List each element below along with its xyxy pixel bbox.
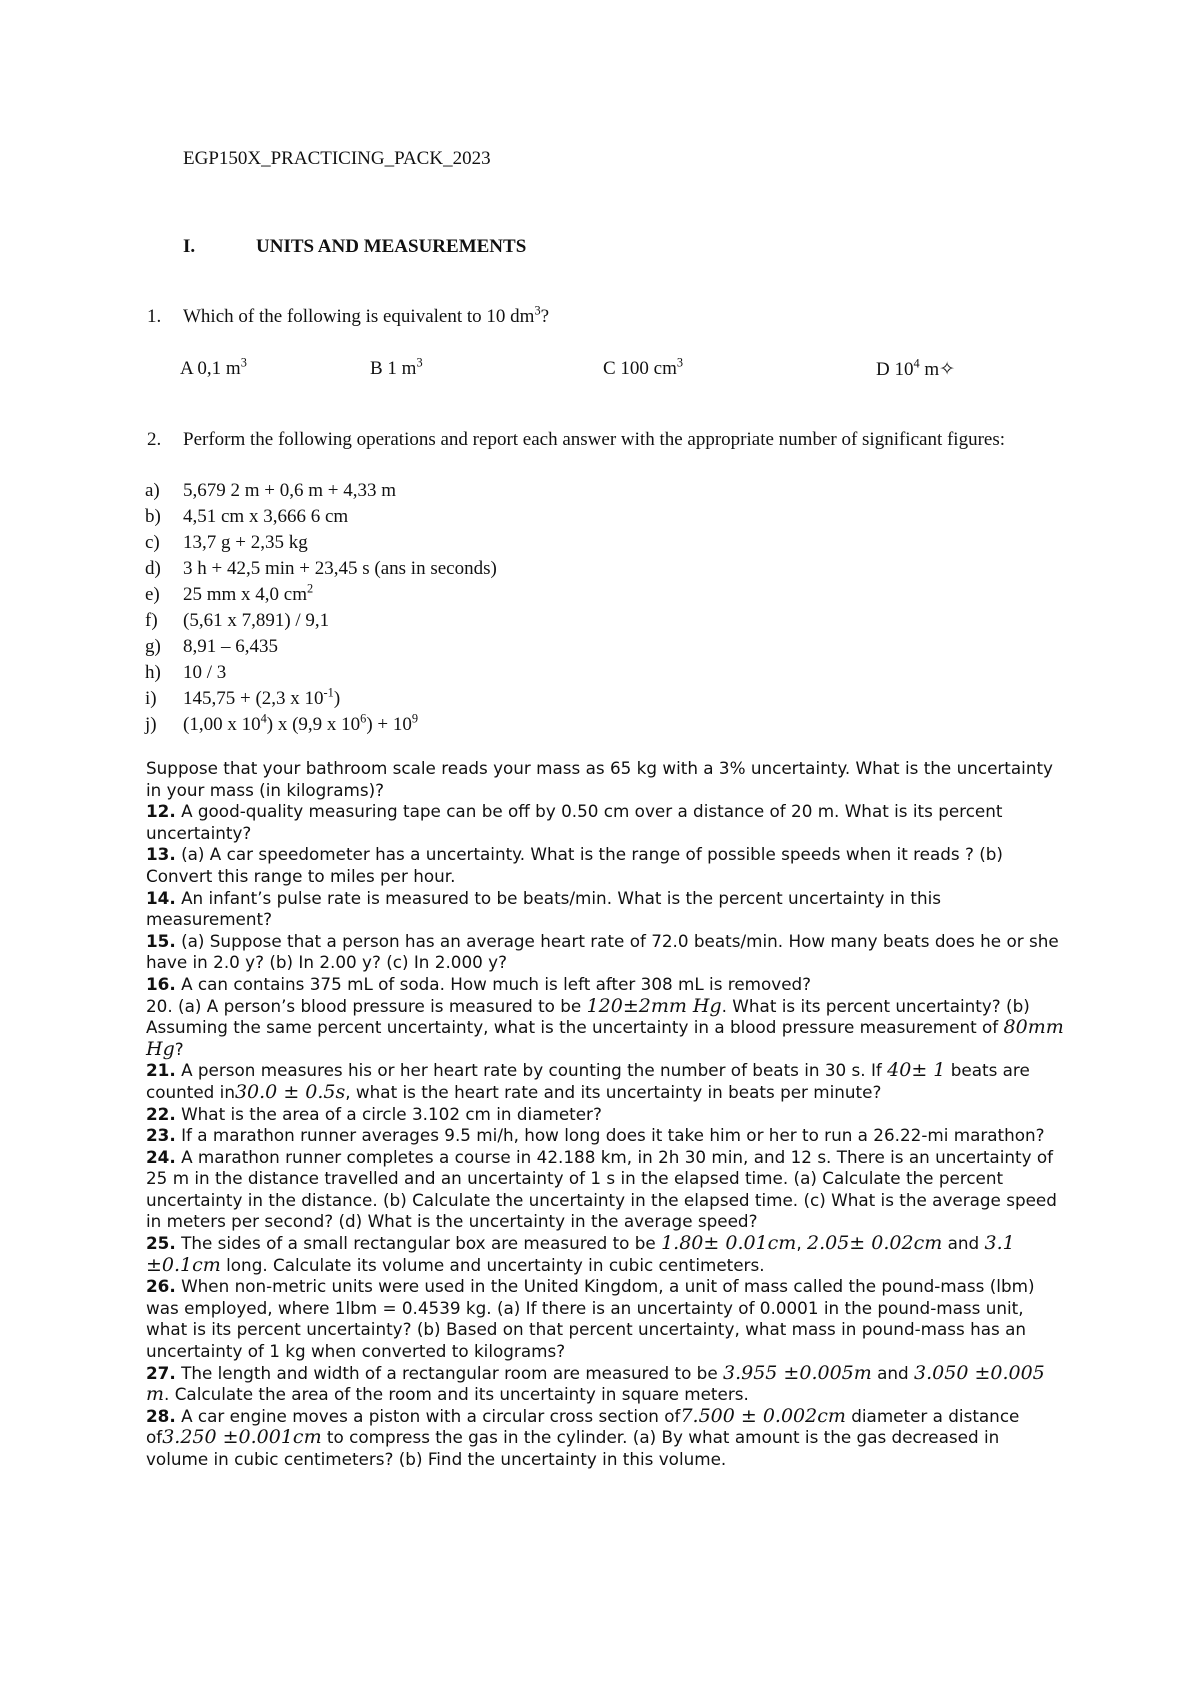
- subpart-row: [145, 556, 497, 582]
- question-number: 2.: [147, 429, 162, 450]
- problem-text: An infant’s pulse rate is measured to be beats/min. What is the percent uncertainty in this measurement?: [146, 887, 941, 930]
- option-d-sup: 4: [913, 356, 920, 371]
- section-title: UNITS AND MEASUREMENTS: [256, 236, 527, 257]
- subpart-text: ) + 10: [366, 714, 412, 735]
- option-d-tail: m✧: [919, 359, 956, 380]
- problem-text: A marathon runner completes a course in 42.188 km, in 2h 30 min, and 12 s. There is an uncertainty of 25 m in the distance travelled and an uncertainty of 1 s in the elapsed time. (a) Calculate the percent uncertainty in the distance. (b) Calculate the uncertainty in the elapsed time. (c) What is the average speed in meters per second? (d) What is the uncertainty in the average speed?: [146, 1146, 1057, 1232]
- subpart-text: 3 h + 42,5 min + 23,45 s (ans in seconds): [183, 558, 497, 579]
- problem-text: . Calculate the area of the room and its uncertainty in square meters.: [164, 1384, 749, 1405]
- problem-text: If a marathon runner averages 9.5 mi/h, how long does it take him or her to run a 26.22-mi marathon?: [175, 1125, 1045, 1146]
- problem-text: A good-quality measuring tape can be off by 0.50 cm over a distance of 20 m. What is its percent uncertainty?: [146, 801, 1003, 843]
- problem-math: 3.955 ±0.005m: [723, 1361, 872, 1384]
- subpart-row: [145, 478, 497, 504]
- problem-number: 15.: [146, 930, 176, 951]
- problem-item: [146, 844, 1066, 887]
- question-2-subparts: [145, 478, 497, 738]
- problem-math: 1.80± 0.01cm: [661, 1232, 797, 1255]
- subpart-text: 10 / 3: [183, 662, 227, 683]
- question-number: 1.: [147, 306, 162, 327]
- problem-text: When non-metric units were used in the United Kingdom, a unit of mass called the pound-mass (lbm) was employed, where 1lbm = 0.4539 kg. (a) If there is an uncertainty of 0.0001 in the pound-mass unit, what is its percent uncertainty? (b) Based on that percent uncertainty, what mass in pound-mass has an uncertainty of 1 kg when converted to kilograms?: [146, 1276, 1035, 1362]
- problem-item: [146, 931, 1066, 974]
- subpart-label: e): [145, 584, 160, 605]
- subpart-exponent: 2: [307, 581, 314, 596]
- question-text: Perform the following operations and report each answer with the appropriate number of significant figures:: [183, 429, 1006, 450]
- problem-number: 25.: [146, 1233, 176, 1254]
- problem-text: . What is its percent uncertainty? (b) Assuming the same percent uncertainty, what is the uncertainty in a blood pressure measurement of: [146, 995, 1030, 1038]
- problem-item: [146, 1060, 1066, 1103]
- subpart-text: 13,7 g + 2,35 kg: [183, 532, 308, 553]
- option-a: [180, 355, 247, 380]
- problem-item: [146, 801, 1066, 844]
- problem-number: 20.: [146, 995, 173, 1016]
- problem-number: 12.: [146, 801, 176, 822]
- problem-number: 16.: [146, 973, 176, 994]
- option-b-text: B 1 m: [370, 358, 417, 379]
- problem-number: 28.: [146, 1405, 176, 1426]
- section-heading: [183, 236, 526, 258]
- problem-text: (a) A person’s blood pressure is measured to be: [172, 995, 587, 1016]
- problem-math: 80mm Hg: [146, 1016, 1064, 1060]
- subpart-label: c): [145, 532, 160, 553]
- problem-text: to compress the gas in the cylinder. (a) By what amount is the gas decreased in volume in cubic centimeters? (b) Find the uncertainty in this volume.: [146, 1427, 1000, 1469]
- problem-text: ,: [796, 1233, 807, 1254]
- subpart-text: 145,75 + (2,3 x 10: [183, 688, 324, 709]
- question-2: [147, 428, 1007, 451]
- problem-item: [146, 1406, 1066, 1471]
- subpart-label: f): [145, 610, 158, 631]
- subpart-label: j): [145, 714, 157, 735]
- problem-number: 27.: [146, 1362, 176, 1383]
- subpart-text: (5,61 x 7,891) / 9,1: [183, 610, 330, 631]
- problem-text: (a) A car speedometer has a uncertainty. What is the range of possible speeds when it reads ? (b) Convert this range to miles per hour.: [146, 844, 1003, 886]
- problem-math: 2.05± 0.02cm: [807, 1232, 943, 1255]
- subpart-row: [145, 608, 497, 634]
- problem-number: 26.: [146, 1276, 176, 1297]
- subpart-exponent: 4: [260, 711, 267, 726]
- problem-number: 21.: [146, 1060, 176, 1081]
- problem-text: Suppose that your bathroom scale reads your mass as 65 kg with a 3% uncertainty. What is the uncertainty in your mass (in kilograms)?: [146, 758, 1053, 800]
- problem-item: [146, 1104, 1066, 1126]
- problem-list: [146, 758, 1066, 1471]
- problem-number: 22.: [146, 1103, 176, 1124]
- problem-item: [146, 888, 1066, 931]
- subpart-text: 8,91 – 6,435: [183, 636, 278, 657]
- option-b: [370, 355, 423, 380]
- subpart-exponent: -1: [323, 685, 334, 700]
- question-text: Which of the following is equivalent to 10 dm: [183, 306, 535, 327]
- problem-text: The sides of a small rectangular box are measured to be: [175, 1233, 662, 1254]
- problem-math: 3.1 ±0.1cm: [146, 1232, 1015, 1276]
- subpart-label: b): [145, 506, 161, 527]
- problem-math: 3.050 ±0.005 m: [146, 1361, 1045, 1406]
- option-c-text: C 100 cm: [603, 358, 677, 379]
- option-c-sup: 3: [676, 355, 684, 370]
- subpart-text: (1,00 x 10: [183, 714, 261, 735]
- document-title: EGP150X_PRACTICING_PACK_2023: [183, 148, 491, 169]
- problem-item: [146, 1147, 1066, 1233]
- problem-item: [146, 1125, 1066, 1147]
- problem-text: diameter a distance of: [146, 1405, 1020, 1448]
- subpart-label: d): [145, 558, 161, 579]
- problem-text: ?: [174, 1038, 184, 1059]
- subpart-label: g): [145, 636, 161, 657]
- problem-text: A car engine moves a piston with a circular cross section of: [175, 1405, 681, 1426]
- subpart-exponent: 6: [360, 711, 367, 726]
- problem-item: [146, 974, 1066, 996]
- problem-text: A can contains 375 mL of soda. How much is left after 308 mL is removed?: [175, 973, 812, 994]
- subpart-row: [145, 634, 497, 660]
- option-a-sup: 3: [240, 355, 247, 370]
- problem-item: [146, 1276, 1066, 1362]
- problem-item: [146, 1233, 1066, 1276]
- problem-math: 120±2mm Hg: [586, 994, 722, 1017]
- problem-text: and: [942, 1233, 985, 1254]
- option-d: [876, 358, 955, 381]
- subpart-text: ) x (9,9 x 10: [266, 714, 361, 735]
- subpart-row: [145, 530, 497, 556]
- problem-text: long. Calculate its volume and uncertainty in cubic centimeters.: [220, 1254, 765, 1275]
- subpart-row: [145, 582, 497, 608]
- option-d-text: D 10: [876, 359, 914, 380]
- question-1: [147, 303, 550, 328]
- subpart-text: 25 mm x 4,0 cm: [183, 584, 308, 605]
- problem-text: A person measures his or her heart rate by counting the number of beats in 30 s. If: [175, 1060, 888, 1081]
- subpart-label: h): [145, 662, 161, 683]
- problem-text: and: [871, 1362, 915, 1383]
- subpart-label: i): [145, 688, 157, 709]
- option-c: [603, 355, 684, 380]
- option-a-text: A 0,1 m: [180, 358, 241, 379]
- subpart-label: a): [145, 480, 160, 501]
- problem-math: 3.250 ±0.001cm: [162, 1426, 322, 1449]
- problem-number: 24.: [146, 1146, 176, 1167]
- section-number: I.: [183, 236, 196, 257]
- subpart-text: 4,51 cm x 3,666 6 cm: [183, 506, 349, 527]
- problem-text: The length and width of a rectangular room are measured to be: [175, 1362, 723, 1383]
- problem-math: 40± 1: [887, 1059, 946, 1082]
- problem-item: [146, 758, 1066, 801]
- question-text-end: ?: [540, 306, 550, 327]
- problem-number: 13.: [146, 844, 176, 865]
- problem-math: 7.500 ± 0.002cm: [680, 1404, 846, 1427]
- problem-item: [146, 1363, 1066, 1406]
- problem-text: , what is the heart rate and its uncertainty in beats per minute?: [345, 1081, 882, 1102]
- subpart-exponent: 9: [411, 711, 419, 726]
- subpart-row: [145, 712, 497, 738]
- problem-number: 23.: [146, 1125, 176, 1146]
- problem-text: (a) Suppose that a person has an average heart rate of 72.0 beats/min. How many beats does he or she have in 2.0 y? (b) In 2.00 y? (c) In 2.000 y?: [146, 930, 1059, 973]
- subpart-row: [145, 686, 497, 712]
- problem-text: beats are counted in: [146, 1060, 1030, 1102]
- option-b-sup: 3: [416, 355, 423, 370]
- problem-text: What is the area of a circle 3.102 cm in diameter?: [175, 1103, 602, 1124]
- question-text-sup: 3: [534, 303, 541, 318]
- subpart-row: [145, 504, 497, 530]
- subpart-text: ): [333, 688, 341, 709]
- problem-math: 30.0 ± 0.5s: [234, 1080, 346, 1103]
- problem-number: 14.: [146, 887, 176, 908]
- problem-item: [146, 996, 1066, 1061]
- subpart-text: 5,679 2 m + 0,6 m + 4,33 m: [183, 480, 397, 501]
- subpart-row: [145, 660, 497, 686]
